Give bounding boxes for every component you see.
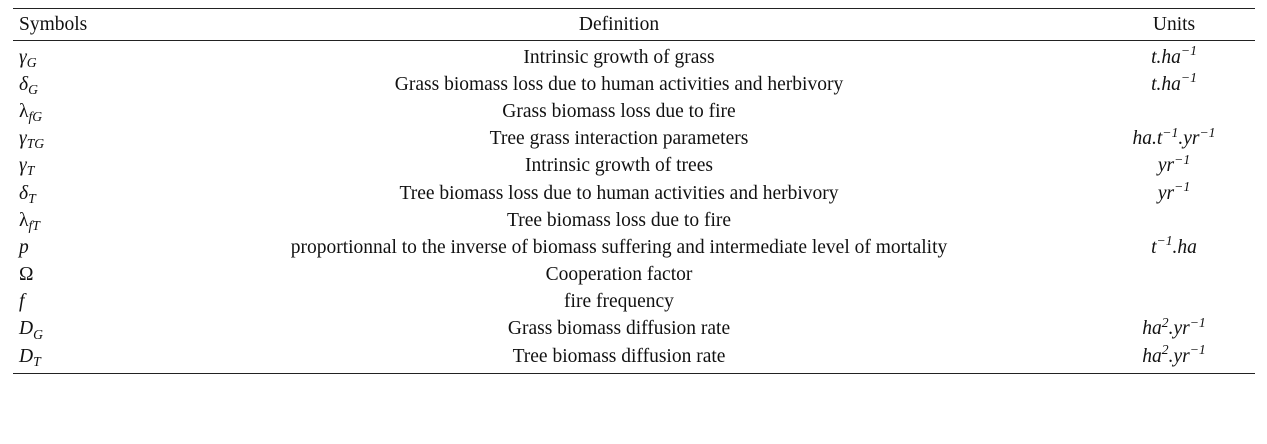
table-row — [13, 316, 1255, 343]
symbol-base: λ — [19, 209, 29, 231]
definition-cell: Tree biomass diffusion rate — [512, 345, 726, 367]
symbol-cell — [13, 234, 145, 261]
unit-text: yr — [1157, 155, 1175, 177]
table-header — [13, 9, 1255, 41]
unit-cell — [1093, 71, 1255, 98]
symbol-subscript: T — [28, 190, 36, 206]
unit-text: ha.t — [1132, 128, 1163, 150]
table-row — [13, 153, 1255, 180]
symbol-cell — [13, 41, 145, 72]
symbol-base: δ — [19, 73, 29, 95]
symbol-cell — [13, 316, 145, 343]
unit-exponent: −1 — [1189, 314, 1206, 330]
definition-cell: Tree biomass loss due to human activities and herbivory — [399, 182, 839, 204]
unit-text: ha — [1142, 345, 1162, 367]
symbols-column-header: Symbols — [19, 14, 88, 35]
table-row — [13, 343, 1255, 374]
unit-cell — [1093, 41, 1255, 72]
table-row — [13, 289, 1255, 316]
unit-cell — [1093, 262, 1255, 289]
unit-cell — [1093, 98, 1255, 125]
symbol-cell — [13, 71, 145, 98]
unit-exponent: −1 — [1162, 124, 1179, 140]
unit-cell — [1093, 207, 1255, 234]
symbol-cell — [13, 262, 145, 289]
unit-cell — [1093, 316, 1255, 343]
definition-cell: Intrinsic growth of grass — [523, 46, 715, 68]
symbol-base: Ω — [19, 264, 34, 286]
unit-text: t.ha — [1151, 46, 1181, 68]
definition-cell: Grass biomass diffusion rate — [507, 318, 731, 340]
symbol-base: f — [19, 291, 25, 313]
unit-cell — [1093, 343, 1255, 374]
table-row — [13, 180, 1255, 207]
parameter-table — [13, 8, 1255, 374]
unit-exponent: 2 — [1161, 314, 1169, 330]
unit-exponent: −1 — [1180, 70, 1197, 86]
symbol-subscript: fG — [28, 109, 43, 125]
symbol-base: γ — [19, 46, 27, 68]
table-body — [13, 41, 1255, 374]
symbol-base: λ — [19, 100, 29, 122]
definition-cell: Cooperation factor — [545, 264, 693, 286]
unit-cell — [1093, 153, 1255, 180]
symbol-subscript: T — [33, 353, 41, 369]
unit-text: .yr — [1178, 128, 1200, 150]
symbol-base: γ — [19, 128, 27, 150]
symbol-cell — [13, 343, 145, 374]
unit-cell — [1093, 234, 1255, 261]
symbol-base: γ — [19, 155, 27, 177]
unit-exponent: −1 — [1174, 151, 1191, 167]
definition-cell: Grass biomass loss due to human activities and herbivory — [394, 73, 844, 95]
symbol-base: δ — [19, 182, 29, 204]
unit-cell — [1093, 180, 1255, 207]
symbol-base: p — [19, 236, 29, 258]
unit-exponent: −1 — [1174, 179, 1191, 195]
table-row — [13, 126, 1255, 153]
symbol-cell — [13, 180, 145, 207]
parameter-table-container — [13, 8, 1255, 374]
unit-cell — [1093, 289, 1255, 316]
table-row — [13, 71, 1255, 98]
symbol-base: D — [19, 345, 34, 367]
symbol-cell — [13, 98, 145, 125]
table-row — [13, 207, 1255, 234]
unit-cell — [1093, 126, 1255, 153]
symbol-cell — [13, 207, 145, 234]
unit-exponent: −1 — [1199, 124, 1216, 140]
symbol-cell — [13, 126, 145, 153]
unit-exponent: −1 — [1156, 233, 1173, 249]
symbol-subscript: G — [26, 54, 37, 70]
definition-cell: Intrinsic growth of trees — [525, 155, 713, 177]
definition-cell: Tree grass interaction parameters — [489, 128, 749, 150]
symbol-subscript: G — [33, 326, 43, 342]
unit-text: ha — [1142, 318, 1162, 340]
unit-exponent: −1 — [1189, 342, 1206, 358]
symbol-cell — [13, 153, 145, 180]
symbol-cell — [13, 289, 145, 316]
unit-text: .ha — [1172, 236, 1197, 258]
definition-cell: fire frequency — [564, 291, 674, 313]
table-row — [13, 41, 1255, 72]
table-row — [13, 234, 1255, 261]
table-row — [13, 98, 1255, 125]
unit-text: t — [1151, 236, 1157, 258]
unit-exponent: −1 — [1180, 43, 1197, 59]
definition-cell: proportionnal to the inverse of biomass suffering and intermediate level of mortality — [290, 236, 948, 258]
unit-exponent: 2 — [1161, 342, 1169, 358]
units-column-header: Units — [1152, 14, 1196, 35]
table-row — [13, 262, 1255, 289]
header-row — [13, 9, 1255, 41]
symbol-subscript: T — [26, 163, 35, 179]
unit-text: yr — [1157, 182, 1175, 204]
symbol-subscript: G — [28, 81, 38, 97]
symbol-subscript: fT — [28, 217, 40, 233]
symbol-subscript: TG — [26, 136, 45, 152]
unit-text: .yr — [1168, 318, 1190, 340]
unit-text: t.ha — [1151, 73, 1181, 95]
unit-text: .yr — [1168, 345, 1190, 367]
definition-cell: Grass biomass loss due to fire — [502, 100, 736, 122]
definition-column-header: Definition — [578, 14, 660, 35]
symbol-base: D — [19, 318, 34, 340]
definition-cell: Tree biomass loss due to fire — [506, 209, 732, 231]
